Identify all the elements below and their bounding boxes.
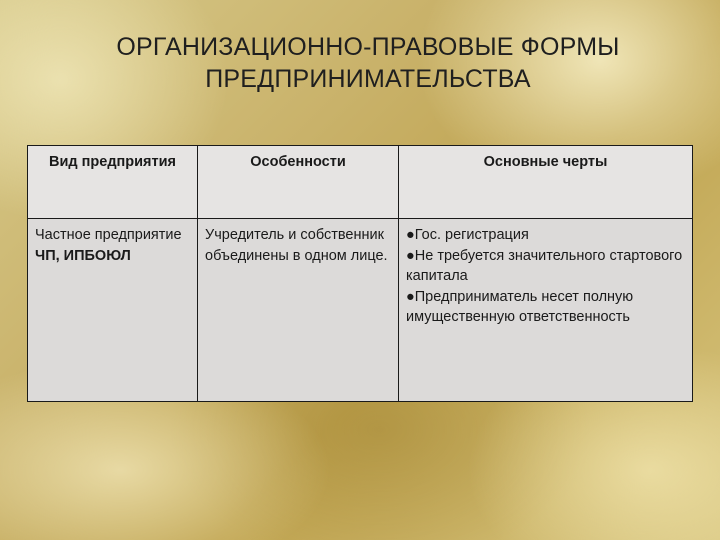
trait-item-liability: ●Предприниматель несет полную имущественную ответственность (406, 288, 634, 325)
enterprise-type-name: Частное предприятие (35, 227, 182, 243)
table-header-row (28, 146, 693, 219)
cell-enterprise-type (28, 219, 198, 402)
header-cell-features: Особенности (198, 146, 399, 219)
table-row (28, 219, 693, 402)
header-cell-type: Вид предприятия (28, 146, 198, 219)
header-cell-traits: Основные черты (399, 146, 693, 219)
cell-features (198, 219, 399, 402)
trait-item-registration: ●Гос. регистрация (406, 227, 529, 243)
forms-table (27, 145, 693, 402)
cell-traits (399, 219, 693, 402)
features-text: Учредитель и собственник объединены в одном лице. (205, 227, 388, 264)
slide-title (0, 31, 720, 95)
trait-item-capital: ●Не требуется значительного стартового капитала (406, 247, 683, 284)
slide-title-line-1: ОРГАНИЗАЦИОННО-ПРАВОВЫЕ ФОРМЫ (116, 33, 620, 61)
enterprise-type-abbrev: ЧП, ИПБОЮЛ (35, 247, 131, 264)
slide-title-line-2: ПРЕДПРИНИМАТЕЛЬСТВА (205, 65, 531, 93)
